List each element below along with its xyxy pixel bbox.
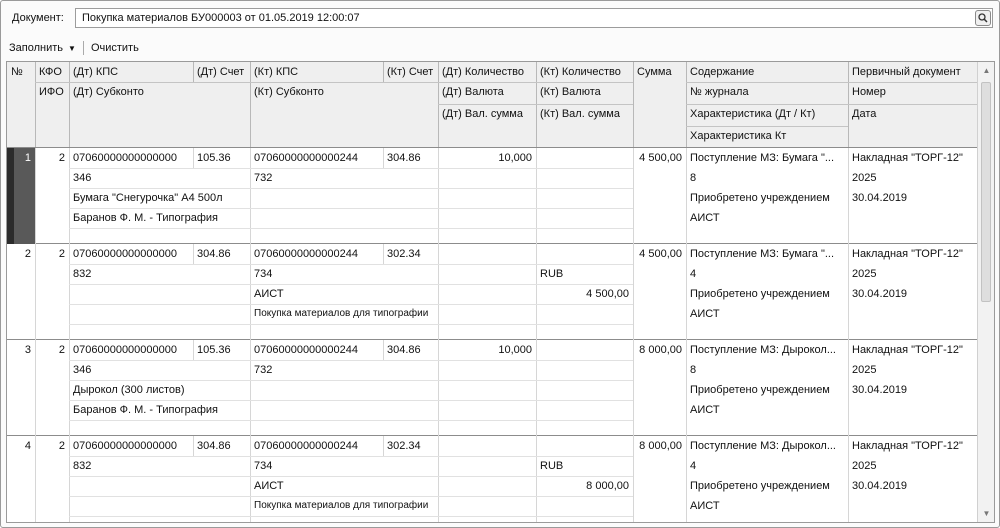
col-kt-cursum-header[interactable]: (Кт) Вал. сумма [540, 108, 620, 120]
cell-divider [686, 340, 687, 436]
dt-subconto-cell[interactable]: Дырокол (300 листов) [73, 384, 185, 396]
cell-divider [686, 436, 687, 523]
dt-quantity-cell[interactable]: 10,000 [498, 344, 532, 356]
kt-account-cell[interactable]: 302.34 [387, 440, 421, 452]
header-divider [633, 62, 634, 148]
cell-divider [69, 420, 633, 421]
document-number-cell[interactable]: 2025 [852, 172, 877, 184]
fill-button[interactable] [9, 42, 76, 54]
dt-subconto-cell[interactable]: 832 [73, 460, 92, 472]
cell-divider [536, 436, 537, 523]
content-cell[interactable]: Поступление МЗ: Бумага "... [690, 248, 835, 260]
cell-divider [69, 228, 633, 229]
kt-currency-cell[interactable]: RUB [540, 460, 564, 472]
cell-divider [383, 148, 384, 168]
cell-divider [848, 436, 849, 523]
dt-kps-cell[interactable]: 07060000000000000 [73, 344, 178, 356]
cell-divider [69, 148, 70, 244]
chevron-down-icon: ▼ [68, 43, 76, 53]
cell-divider [633, 244, 634, 340]
kt-currency-sum-cell[interactable] [536, 188, 633, 208]
kt-subconto-cell[interactable] [250, 188, 438, 208]
journal-cell[interactable]: 8 [690, 364, 697, 376]
dt-subconto-cell[interactable]: 832 [73, 268, 92, 280]
header-divider [438, 62, 439, 148]
cell-divider [250, 340, 251, 436]
col-dt-subconto-header[interactable]: (Дт) Субконто [73, 86, 144, 98]
kt-subconto-cell[interactable]: Покупка материалов для типографии [254, 308, 429, 319]
dt-subconto-cell[interactable]: Бумага "Снегурочка" А4 500л [73, 192, 223, 204]
row-number[interactable]: 1 [24, 152, 31, 164]
cell-divider [848, 244, 849, 340]
document-date-cell[interactable]: 30.04.2019 [852, 384, 908, 396]
characteristic-kt-cell[interactable]: АИСТ [690, 212, 720, 224]
col-dt-qty-header[interactable]: (Дт) Количество [442, 66, 524, 78]
header-divider [686, 82, 977, 83]
document-field[interactable] [75, 8, 993, 28]
sum-cell[interactable]: 4 500,00 [639, 152, 682, 164]
document-value: Покупка материалов БУ000003 от 01.05.2019 12:00:07 [82, 12, 360, 24]
dt-subconto-cell[interactable] [69, 304, 250, 324]
dt-kps-cell[interactable]: 07060000000000000 [73, 440, 178, 452]
col-char-kt-header[interactable]: Характеристика Кт [690, 130, 787, 142]
cell-divider [438, 340, 439, 436]
cell-divider [536, 340, 537, 436]
characteristic-cell[interactable]: Приобретено учреждением [690, 192, 830, 204]
dt-account-cell[interactable]: 105.36 [197, 152, 231, 164]
header-divider [35, 82, 70, 83]
table-row[interactable] [7, 148, 977, 244]
toolbar [9, 39, 139, 57]
col-dt-kps-header[interactable]: (Дт) КПС [73, 66, 119, 78]
dt-quantity-cell[interactable] [438, 244, 536, 264]
cell-divider [69, 516, 633, 517]
cell-divider [69, 360, 633, 361]
col-kt-cur-header[interactable]: (Кт) Валюта [540, 86, 601, 98]
sum-cell[interactable]: 4 500,00 [639, 248, 682, 260]
col-ifo-header[interactable]: ИФО [39, 86, 64, 98]
kt-subconto-cell[interactable]: 732 [254, 364, 273, 376]
cell-divider [633, 148, 634, 244]
cell-divider [686, 148, 687, 244]
header-divider [438, 104, 633, 105]
kt-currency-cell[interactable]: RUB [540, 268, 564, 280]
sum-cell[interactable]: 8 000,00 [639, 440, 682, 452]
header-divider [686, 126, 848, 127]
search-icon[interactable] [975, 10, 991, 26]
cell-divider [193, 244, 194, 264]
table-row[interactable] [7, 244, 977, 340]
header-divider [35, 62, 36, 148]
cell-divider [438, 244, 439, 340]
cell-divider [383, 244, 384, 264]
cell-divider [250, 244, 251, 340]
dt-subconto-cell[interactable] [69, 496, 250, 516]
cell-divider [69, 244, 70, 340]
journal-cell[interactable]: 4 [690, 460, 697, 472]
kt-currency-cell[interactable] [536, 168, 633, 188]
kt-currency-sum-cell[interactable]: 4 500,00 [586, 288, 629, 300]
kfo-cell[interactable]: 2 [58, 440, 65, 452]
row-number[interactable]: 2 [24, 248, 31, 260]
dt-account-cell[interactable]: 304.86 [197, 440, 231, 452]
dt-kps-cell[interactable]: 07060000000000000 [73, 248, 178, 260]
header-divider [686, 104, 977, 105]
dt-quantity-cell[interactable] [438, 436, 536, 456]
cell-divider [848, 340, 849, 436]
cell-divider [633, 340, 634, 436]
cell-divider [69, 400, 633, 401]
cell-divider [633, 436, 634, 523]
cell-divider [69, 476, 633, 477]
document-number-cell[interactable]: 2025 [852, 268, 877, 280]
col-kt-qty-header[interactable]: (Кт) Количество [540, 66, 621, 78]
sum-cell[interactable]: 8 000,00 [639, 344, 682, 356]
clear-button[interactable]: Очистить [90, 42, 139, 54]
cell-divider [69, 340, 70, 436]
header-divider [686, 62, 687, 148]
kfo-cell[interactable]: 2 [58, 152, 65, 164]
kt-subconto-cell[interactable]: Покупка материалов для типографии [254, 500, 429, 511]
cell-divider [69, 324, 633, 325]
cell-divider [69, 436, 70, 523]
scrollbar-thumb[interactable] [981, 82, 991, 302]
cell-divider [193, 340, 194, 360]
table-row[interactable] [7, 436, 977, 523]
col-dt-acc-header[interactable]: (Дт) Счет [197, 66, 245, 78]
col-primary-header[interactable]: Первичный документ [852, 66, 961, 78]
document-date-cell[interactable]: 30.04.2019 [852, 192, 908, 204]
header-divider [383, 62, 384, 82]
col-kfo-header[interactable]: КФО [39, 66, 62, 78]
characteristic-kt-cell[interactable]: АИСТ [690, 404, 720, 416]
cell-divider [383, 436, 384, 456]
primary-document-cell[interactable]: Накладная "ТОРГ-12" [852, 248, 963, 260]
kt-kps-cell[interactable]: 07060000000000244 [254, 248, 359, 260]
toolbar-divider [83, 41, 84, 55]
kt-kps-cell[interactable]: 07060000000000244 [254, 440, 359, 452]
kt-subconto-cell[interactable]: АИСТ [254, 288, 284, 300]
cell-divider [35, 436, 36, 523]
cell-divider [383, 340, 384, 360]
dt-subconto-cell[interactable] [69, 476, 250, 496]
document-date-cell[interactable]: 30.04.2019 [852, 288, 908, 300]
cell-divider [69, 168, 633, 169]
characteristic-kt-cell[interactable]: АИСТ [690, 308, 720, 320]
scroll-up-icon[interactable]: ▲ [982, 66, 991, 75]
characteristic-cell[interactable]: Приобретено учреждением [690, 288, 830, 300]
cell-divider [35, 148, 36, 244]
row-number[interactable]: 3 [24, 344, 31, 356]
kfo-cell[interactable]: 2 [58, 248, 65, 260]
col-journal-header[interactable]: № журнала [690, 86, 749, 98]
dt-quantity-cell[interactable]: 10,000 [498, 152, 532, 164]
characteristic-cell[interactable]: Приобретено учреждением [690, 384, 830, 396]
kt-currency-cell[interactable] [536, 360, 633, 380]
cell-divider [69, 496, 633, 497]
cell-divider [35, 340, 36, 436]
row-number[interactable]: 4 [24, 440, 31, 452]
document-number-cell[interactable]: 2025 [852, 364, 877, 376]
fill-button-label: Заполнить [9, 42, 64, 54]
kt-subconto-cell[interactable]: АИСТ [254, 480, 284, 492]
col-content-header[interactable]: Содержание [690, 66, 755, 78]
characteristic-kt-cell[interactable]: АИСТ [690, 500, 720, 512]
cell-divider [69, 284, 633, 285]
characteristic-cell[interactable]: Приобретено учреждением [690, 480, 830, 492]
kt-subconto-cell[interactable] [250, 208, 438, 228]
document-label: Документ: [12, 12, 64, 24]
col-kt-subconto-header[interactable]: (Кт) Субконто [254, 86, 324, 98]
header-divider [69, 62, 70, 148]
journal-cell[interactable]: 4 [690, 268, 697, 280]
scroll-down-icon[interactable]: ▼ [982, 509, 991, 518]
content-cell[interactable]: Поступление МЗ: Дырокол... [690, 344, 836, 356]
col-dt-cursum-header[interactable]: (Дт) Вал. сумма [442, 108, 523, 120]
primary-document-cell[interactable]: Накладная "ТОРГ-12" [852, 440, 963, 452]
col-char-dtkt-header[interactable]: Характеристика (Дт / Кт) [690, 108, 816, 120]
header-divider [536, 62, 537, 148]
cell-divider [536, 148, 537, 244]
dt-account-cell[interactable]: 105.36 [197, 344, 231, 356]
cell-divider [438, 148, 439, 244]
col-num-header[interactable]: № [11, 66, 23, 78]
primary-document-cell[interactable]: Накладная "ТОРГ-12" [852, 152, 963, 164]
cell-divider [193, 148, 194, 168]
document-number-cell[interactable]: 2025 [852, 460, 877, 472]
kt-subconto-cell[interactable]: 734 [254, 460, 273, 472]
cell-divider [69, 188, 633, 189]
cell-divider [686, 244, 687, 340]
header-divider [69, 82, 633, 83]
cell-divider [193, 436, 194, 456]
primary-document-cell[interactable]: Накладная "ТОРГ-12" [852, 344, 963, 356]
col-kt-acc-header[interactable]: (Кт) Счет [387, 66, 434, 78]
cell-divider [69, 456, 633, 457]
journal-cell[interactable]: 8 [690, 172, 697, 184]
table-row[interactable] [7, 340, 977, 436]
col-number-header[interactable]: Номер [852, 86, 886, 98]
kt-currency-sum-cell[interactable] [536, 380, 633, 400]
document-date-cell[interactable]: 30.04.2019 [852, 480, 908, 492]
cell-divider [848, 148, 849, 244]
kt-account-cell[interactable]: 304.86 [387, 344, 421, 356]
cell-divider [69, 264, 633, 265]
kt-kps-cell[interactable]: 07060000000000244 [254, 152, 359, 164]
kt-currency-sum-cell[interactable]: 8 000,00 [586, 480, 629, 492]
content-cell[interactable]: Поступление МЗ: Дырокол... [690, 440, 836, 452]
col-sum-header[interactable]: Сумма [637, 66, 672, 78]
dt-account-cell[interactable]: 304.86 [197, 248, 231, 260]
cell-divider [250, 436, 251, 523]
kt-account-cell[interactable]: 304.86 [387, 152, 421, 164]
cell-divider [69, 304, 633, 305]
postings-table [6, 61, 995, 523]
kt-kps-cell[interactable]: 07060000000000244 [254, 344, 359, 356]
header-divider [193, 62, 194, 82]
content-cell[interactable]: Поступление МЗ: Бумага "... [690, 152, 835, 164]
vertical-scrollbar[interactable] [977, 62, 994, 522]
table-header [7, 62, 977, 148]
dt-subconto-cell[interactable] [69, 284, 250, 304]
col-dt-cur-header[interactable]: (Дт) Валюта [442, 86, 504, 98]
kt-subconto-cell[interactable]: 734 [254, 268, 273, 280]
cell-divider [69, 208, 633, 209]
dt-subconto-cell[interactable]: 346 [73, 364, 92, 376]
kt-subconto-cell[interactable] [250, 400, 438, 420]
kt-subconto-cell[interactable] [250, 380, 438, 400]
dt-kps-cell[interactable]: 07060000000000000 [73, 152, 178, 164]
kt-subconto-cell[interactable]: 732 [254, 172, 273, 184]
dt-subconto-cell[interactable]: Баранов Ф. М. - Типография [73, 212, 218, 224]
dt-subconto-cell[interactable]: 346 [73, 172, 92, 184]
cell-divider [250, 148, 251, 244]
header-divider [250, 62, 251, 148]
cell-divider [35, 244, 36, 340]
cell-divider [69, 380, 633, 381]
kt-account-cell[interactable]: 302.34 [387, 248, 421, 260]
dt-subconto-cell[interactable]: Баранов Ф. М. - Типография [73, 404, 218, 416]
cell-divider [438, 436, 439, 523]
col-kt-kps-header[interactable]: (Кт) КПС [254, 66, 299, 78]
kfo-cell[interactable]: 2 [58, 344, 65, 356]
cell-divider [536, 244, 537, 340]
header-divider [848, 62, 849, 148]
col-date-header[interactable]: Дата [852, 108, 877, 120]
document-bar [9, 8, 993, 28]
